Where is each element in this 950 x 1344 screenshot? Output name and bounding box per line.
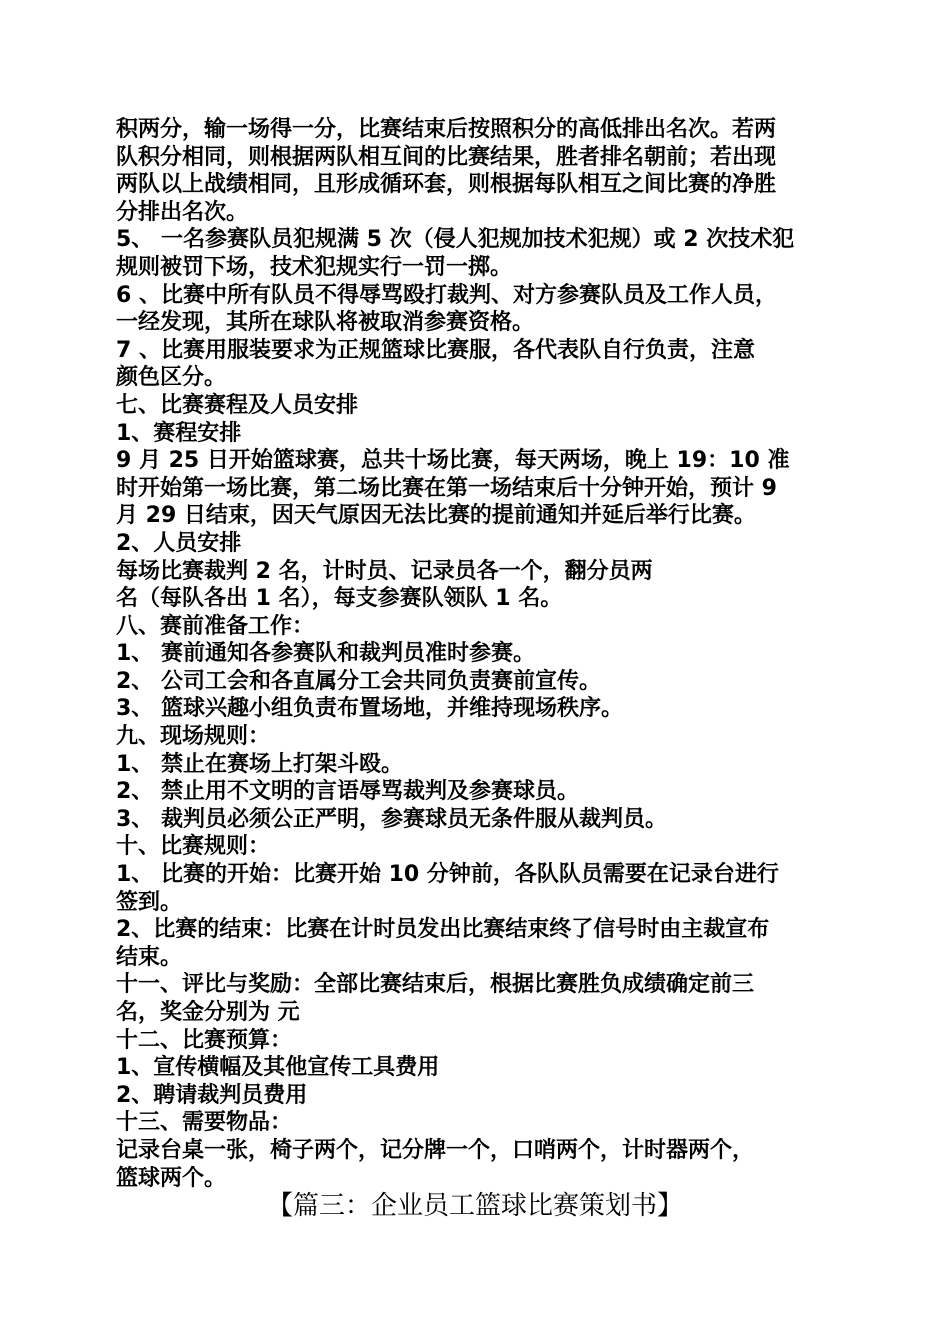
text-line: 时开始第一场比赛，第二场比赛在第一场结束后十分钟开始，预计 9 [116, 475, 777, 501]
text-line: 3、 篮球兴趣小组负责布置场地，并维持现场秩序。 [116, 696, 623, 722]
text-line: 结束。 [116, 944, 183, 970]
text-line: 1、 赛前通知各参赛队和裁判员准时参赛。 [116, 641, 535, 667]
text-line: 分排出名次。 [116, 199, 249, 225]
text-line: 5、 一名参赛队员犯规满 5 次（侵人犯规加技术犯规）或 2 次技术犯 [116, 227, 795, 253]
text-line: 1、赛程安排 [116, 420, 242, 446]
text-line: 规则被罚下场，技术犯规实行一罚一掷。 [116, 254, 513, 280]
text-line: 十一、评比与奖励：全部比赛结束后，根据比赛胜负成绩确定前三 [116, 972, 755, 998]
text-line: 2、 禁止用不文明的言语辱骂裁判及参赛球员。 [116, 779, 579, 805]
text-line: 七、比赛赛程及人员安排 [116, 392, 359, 418]
text-line: 篮球两个。 [116, 1165, 227, 1191]
text-line: 名（每队各出 1 名），每支参赛队领队 1 名。 [116, 586, 563, 612]
text-line: 名，奖金分别为 元 [116, 1000, 300, 1025]
text-line: 九、现场规则： [116, 724, 271, 750]
document-body [116, 116, 836, 1192]
text-line: 月 29 日结束，因天气原因无法比赛的提前通知并延后举行比赛。 [116, 503, 756, 529]
text-line: 1、 禁止在赛场上打架斗殴。 [116, 751, 403, 777]
text-line: 2、聘请裁判员费用 [116, 1082, 308, 1108]
text-line: 十、比赛规则： [116, 834, 271, 860]
text-line: 队积分相同，则根据两队相互间的比赛结果，胜者排名朝前；若出现 [116, 144, 777, 170]
text-line: 每场比赛裁判 2 名，计时员、记录员各一个，翻分员两 [116, 558, 653, 584]
text-line: 八、赛前准备工作： [116, 613, 315, 639]
text-line: 两队以上战绩相同，且形成循环套，则根据每队相互之间比赛的净胜 [116, 172, 777, 198]
text-line: 2、 公司工会和各直属分工会共同负责赛前宣传。 [116, 668, 601, 694]
text-line: 颜色区分。 [116, 365, 227, 391]
text-line: 2、比赛的结束：比赛在计时员发出比赛结束终了信号时由主裁宣布 [116, 917, 770, 943]
text-line: 7 、比赛用服装要求为正规篮球比赛服，各代表队自行负责，注意 [116, 337, 755, 363]
text-line: 十三、需要物品： [116, 1110, 293, 1136]
text-line: 1、 比赛的开始：比赛开始 10 分钟前，各队队员需要在记录台进行 [116, 862, 779, 888]
text-line: 积两分，输一场得一分，比赛结束后按照积分的高低排出名次。若两 [116, 117, 777, 142]
next-section-title: 【篇三：企业员工篮球比赛策划书】 [266, 1191, 683, 1221]
text-line: 记录台桌一张，椅子两个，记分牌一个，口哨两个，计时器两个， [116, 1137, 755, 1163]
text-line: 9 月 25 日开始篮球赛，总共十场比赛，每天两场，晚上 19：10 准 [116, 448, 790, 474]
text-line: 2、人员安排 [116, 530, 242, 556]
text-line: 一经发现，其所在球队将被取消参赛资格。 [116, 310, 535, 336]
text-line: 6 、比赛中所有队员不得辱骂殴打裁判、对方参赛队员及工作人员， [116, 282, 777, 308]
text-line: 1、宣传横幅及其他宣传工具费用 [116, 1055, 440, 1081]
text-line: 签到。 [116, 889, 183, 915]
text-line: 3、 裁判员必须公正严明，参赛球员无条件服从裁判员。 [116, 806, 667, 832]
text-line: 十二、比赛预算： [116, 1027, 293, 1053]
